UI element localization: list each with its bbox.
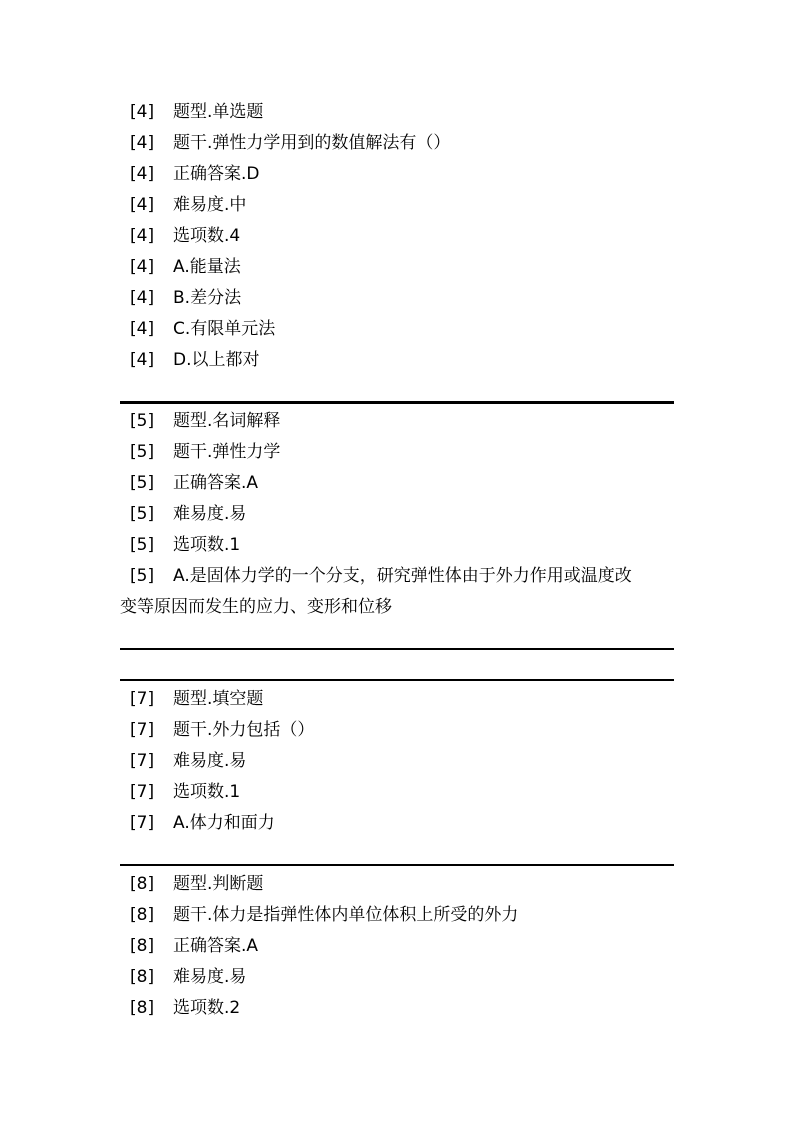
question-number: [5] <box>130 411 155 431</box>
section-divider <box>120 679 674 681</box>
section-divider <box>120 864 674 866</box>
option-a: A.体力和面力 <box>173 813 275 833</box>
question-number: [4] <box>130 288 155 308</box>
question-number: [7] <box>130 751 155 771</box>
q5-line-type <box>120 406 680 437</box>
question-number: [5] <box>130 535 155 555</box>
question-number: [5] <box>130 504 155 524</box>
question-type: 题型.单选题 <box>173 102 264 122</box>
question-number: [8] <box>130 936 155 956</box>
q7-line-stem <box>120 715 680 746</box>
question-type: 题型.填空题 <box>173 689 264 709</box>
question-number: [4] <box>130 226 155 246</box>
q5-line-difficulty <box>120 499 680 530</box>
option-count: 选项数.1 <box>173 782 241 802</box>
q4-line-option-count <box>120 221 680 252</box>
question-number: [4] <box>130 350 155 370</box>
question-number: [5] <box>130 473 155 493</box>
section-divider <box>120 401 674 404</box>
q4-line-difficulty <box>120 190 680 221</box>
q5-line-option-count <box>120 530 680 561</box>
q8-line-stem <box>120 900 680 931</box>
q8-line-option-count <box>120 993 680 1024</box>
question-number: [4] <box>130 257 155 277</box>
q7-line-option-count <box>120 777 680 808</box>
option-count: 选项数.1 <box>173 535 241 555</box>
difficulty: 难易度.易 <box>173 967 247 987</box>
q8-line-difficulty <box>120 962 680 993</box>
q4-line-option-a <box>120 252 680 283</box>
question-number: [4] <box>130 102 155 122</box>
question-number: [8] <box>130 874 155 894</box>
q4-line-stem <box>120 128 680 159</box>
question-number: [4] <box>130 164 155 184</box>
question-type: 题型.名词解释 <box>173 411 281 431</box>
question-number: [4] <box>130 133 155 153</box>
question-number: [7] <box>130 689 155 709</box>
correct-answer: 正确答案.D <box>173 164 260 184</box>
option-count: 选项数.4 <box>173 226 241 246</box>
question-type: 题型.判断题 <box>173 874 264 894</box>
option-c: C.有限单元法 <box>173 319 276 339</box>
question-number: [7] <box>130 720 155 740</box>
difficulty: 难易度.易 <box>173 751 247 771</box>
option-a-continuation: 变等原因而发生的应力、变形和位移 <box>120 597 392 617</box>
q4-line-option-d <box>120 345 680 376</box>
question-number: [8] <box>130 967 155 987</box>
question-number: [4] <box>130 195 155 215</box>
q5-line-stem <box>120 437 680 468</box>
question-stem: 题干.外力包括（） <box>173 720 315 740</box>
q7-line-type <box>120 684 680 715</box>
option-count: 选项数.2 <box>173 998 241 1018</box>
question-number: [7] <box>130 813 155 833</box>
option-d: D.以上都对 <box>173 350 260 370</box>
q8-line-answer <box>120 931 680 962</box>
option-b: B.差分法 <box>173 288 242 308</box>
correct-answer: 正确答案.A <box>173 936 259 956</box>
section-divider <box>120 648 674 650</box>
q4-line-type <box>120 97 680 128</box>
correct-answer: 正确答案.A <box>173 473 259 493</box>
question-number: [8] <box>130 905 155 925</box>
q5-line-option-a <box>120 561 680 592</box>
question-stem: 题干.弹性力学 <box>173 442 281 462</box>
option-a: A.能量法 <box>173 257 241 277</box>
question-number: [5] <box>130 442 155 462</box>
difficulty: 难易度.易 <box>173 504 247 524</box>
q4-line-answer <box>120 159 680 190</box>
question-stem: 题干.体力是指弹性体内单位体积上所受的外力 <box>173 905 519 925</box>
q7-line-difficulty <box>120 746 680 777</box>
difficulty: 难易度.中 <box>173 195 247 215</box>
option-a: A.是固体力学的一个分支，研究弹性体由于外力作用或温度改 <box>173 566 632 586</box>
q4-line-option-b <box>120 283 680 314</box>
q7-line-option-a <box>120 808 680 839</box>
question-stem: 题干.弹性力学用到的数值解法有（） <box>173 133 451 153</box>
q8-line-type <box>120 869 680 900</box>
question-number: [5] <box>130 566 155 586</box>
q5-line-answer <box>120 468 680 499</box>
question-number: [8] <box>130 998 155 1018</box>
q4-line-option-c <box>120 314 680 345</box>
question-number: [7] <box>130 782 155 802</box>
question-number: [4] <box>130 319 155 339</box>
